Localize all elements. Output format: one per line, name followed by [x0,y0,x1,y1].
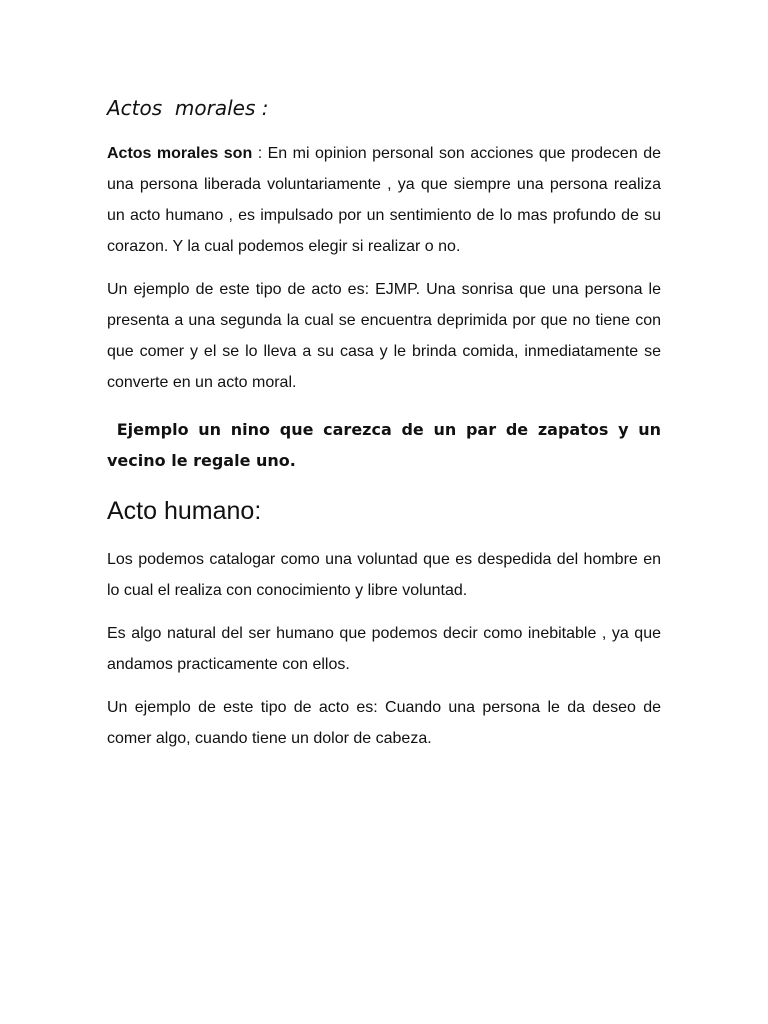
paragraph-acto-humano-3: Un ejemplo de este tipo de acto es: Cuando una persona le da deseo de comer algo, cuando tiene un dolor de cabeza. [107,699,661,747]
paragraph-bold-example: Ejemplo un nino que carezca de un par de zapatos y un vecino le regale uno. [107,420,667,470]
paragraph-example: Un ejemplo de este tipo de acto es: EJMP. Una sonrisa que una persona le presenta a una segunda la cual se encuentra deprimida por que no tiene con que comer y el se lo lleva a su casa y le brinda comida, inmediatamente se converte en un acto moral. [107,281,661,391]
paragraph-acto-humano-2: Es algo natural del ser humano que podemos decir como inebitable , ya que andamos practicamente con ellos. [107,625,661,673]
document-page [107,92,667,766]
heading-acto-humano: Acto humano: [107,497,262,525]
heading-actos-morales: Actos morales : [107,96,269,120]
definition-term: Actos morales son [107,145,253,162]
paragraph-definition [107,138,661,262]
paragraph-acto-humano-1: Los podemos catalogar como una voluntad que es despedida del hombre en lo cual el realiza con conocimiento y libre voluntad. [107,551,661,599]
definition-text: : En mi opinion personal son acciones que prodecen de una persona liberada voluntariamente , ya que siempre una persona realiza un acto humano , es impulsado por un sentimiento de lo mas profundo de su corazon. Y la cual podemos elegir si realizar o no. [107,145,662,255]
